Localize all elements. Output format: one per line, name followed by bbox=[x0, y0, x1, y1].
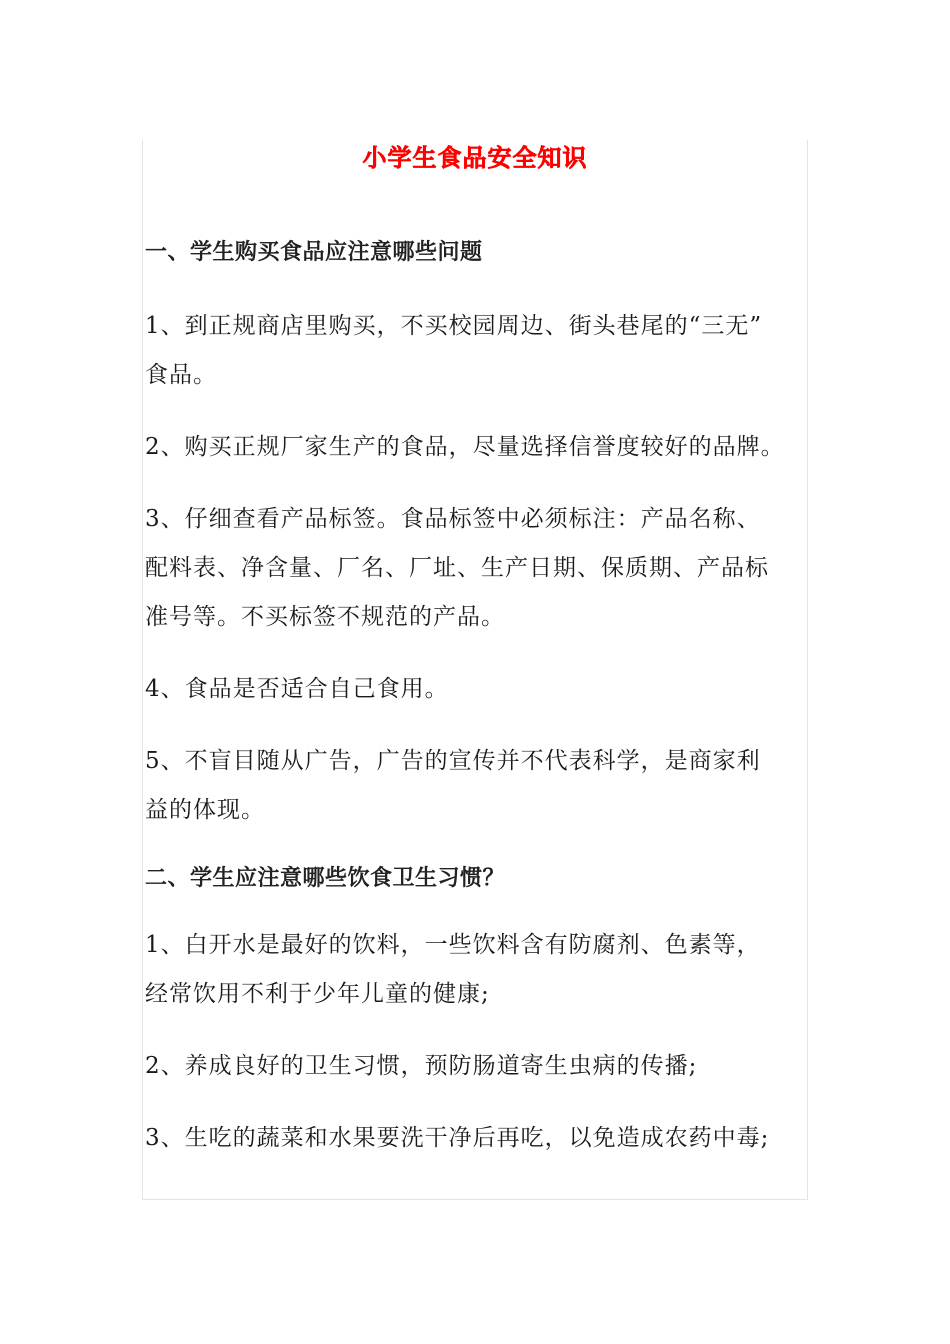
text-line: 3、生吃的蔬菜和水果要洗干净后再吃，以免造成农药中毒; bbox=[145, 1125, 770, 1151]
section-2-item-1 bbox=[145, 921, 811, 1019]
text-line: 2、养成良好的卫生习惯，预防肠道寄生虫病的传播; bbox=[145, 1053, 698, 1079]
text-line: 4、食品是否适合自己食用。 bbox=[145, 676, 449, 702]
section-1-item-4 bbox=[145, 665, 811, 714]
text-line: 1、到正规商店里购买，不买校园周边、街头巷尾的“三无” bbox=[145, 313, 763, 339]
section-1-item-2 bbox=[145, 423, 811, 472]
section-1-item-1 bbox=[145, 302, 811, 400]
text-line: 5、不盲目随从广告，广告的宣传并不代表科学，是商家利 bbox=[145, 748, 761, 774]
document-body bbox=[145, 138, 811, 1163]
section-1-item-5 bbox=[145, 737, 811, 835]
section-2-heading: 二、学生应注意哪些饮食卫生习惯？ bbox=[145, 866, 506, 891]
document-title: 小学生食品安全知识 bbox=[362, 144, 588, 172]
text-line: 食品。 bbox=[145, 362, 217, 388]
text-line: 益的体现。 bbox=[145, 797, 265, 823]
section-2-item-2 bbox=[145, 1042, 811, 1091]
text-line: 配料表、净含量、厂名、厂址、生产日期、保质期、产品标 bbox=[145, 555, 769, 581]
text-line: 3、仔细查看产品标签。食品标签中必须标注：产品名称、 bbox=[145, 506, 761, 532]
text-line: 1、白开水是最好的饮料，一些饮料含有防腐剂、色素等， bbox=[145, 932, 761, 958]
text-line: 经常饮用不利于少年儿童的健康; bbox=[145, 981, 490, 1007]
section-1-item-3 bbox=[145, 495, 811, 642]
section-2-item-3 bbox=[145, 1114, 811, 1163]
text-line: 2、购买正规厂家生产的食品，尽量选择信誉度较好的品牌。 bbox=[145, 434, 785, 460]
text-line: 准号等。不买标签不规范的产品。 bbox=[145, 604, 505, 630]
section-1-heading: 一、学生购买食品应注意哪些问题 bbox=[145, 240, 483, 265]
